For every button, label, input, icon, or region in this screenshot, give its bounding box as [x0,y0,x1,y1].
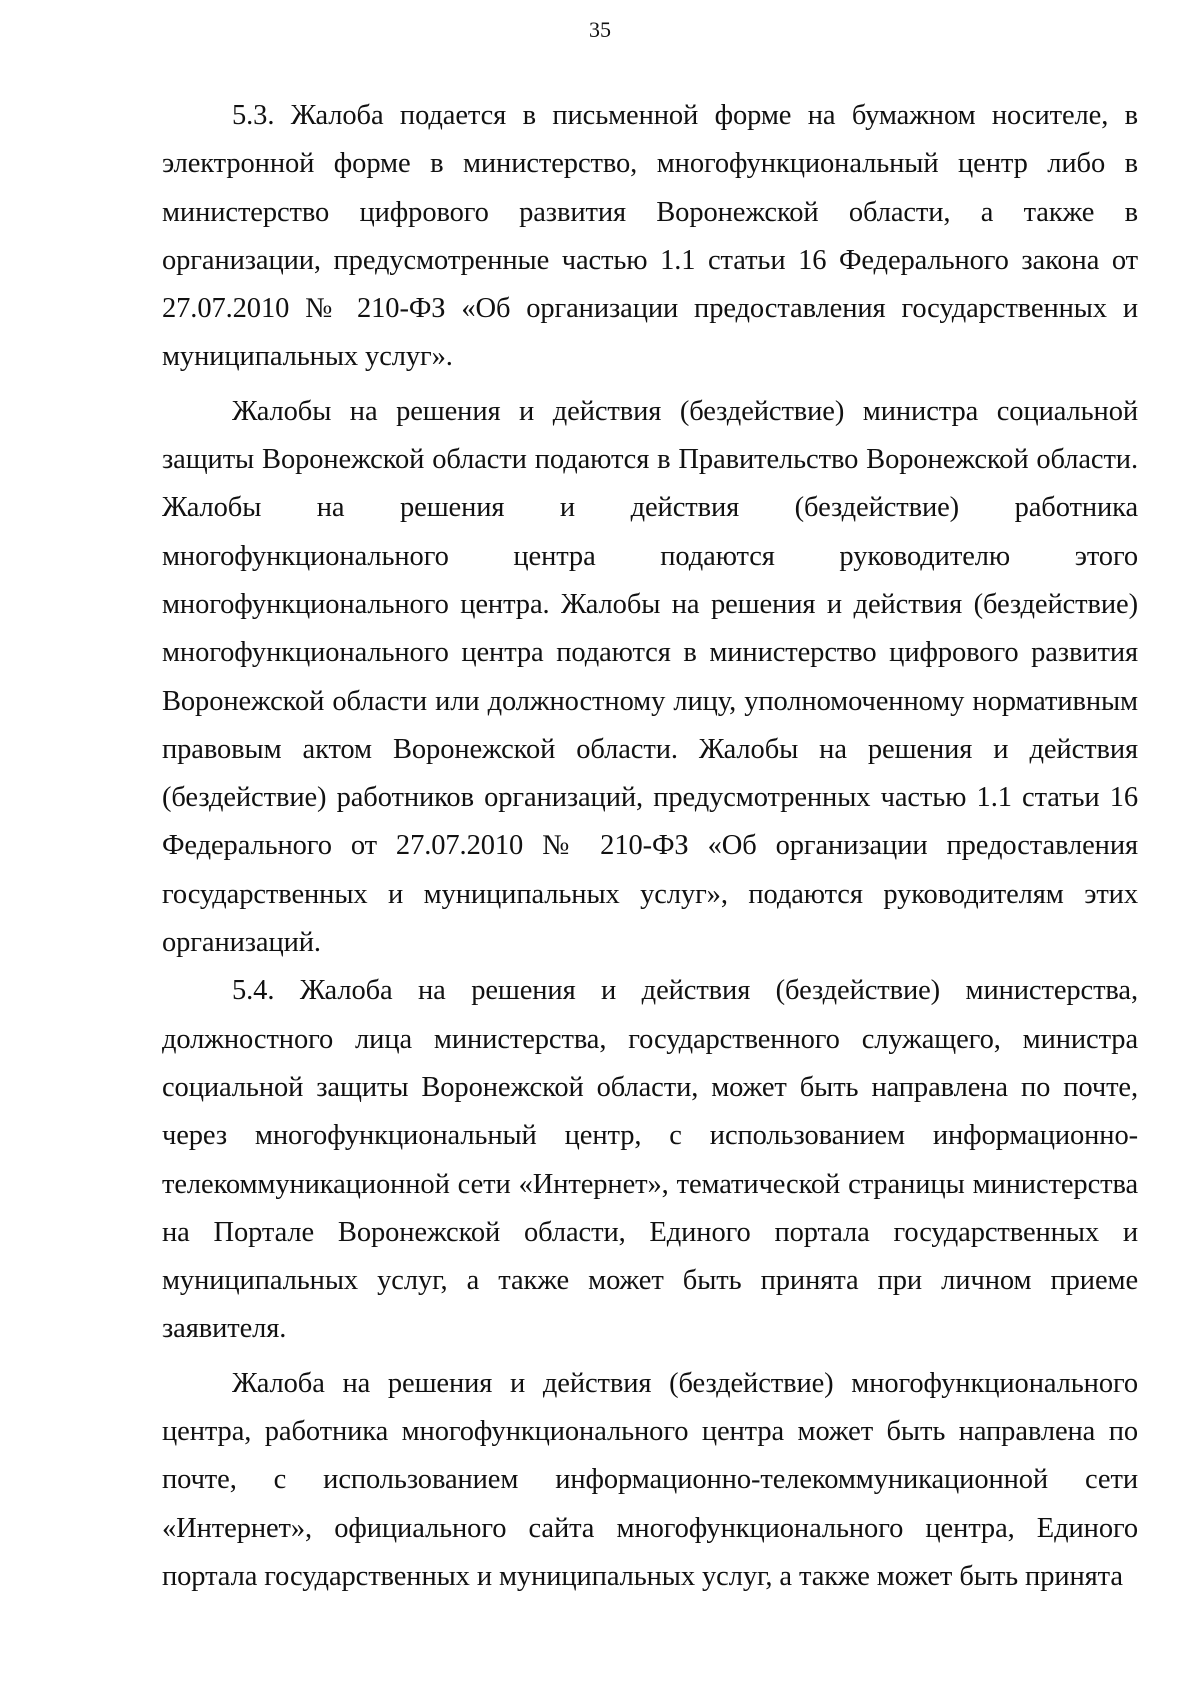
paragraph-mfc-complaint: Жалоба на решения и действия (бездействие) многофункционального центра, работника многофункционального центра может быть направлена по почте, с использованием информационно-телекоммуникационной сети «Интернет», официального сайта многофункционального центра, Единого портала государственных и муниципальных услуг, а также может быть принята [162,1367,1138,1592]
page-number: 35 [589,17,611,42]
paragraph-5-4: 5.4. Жалоба на решения и действия (бездействие) министерства, должностного лица министерства, государственного служащего, министра социальной защиты Воронежской области, может быть направлена по почте, через многофункциональный центр, с использованием информационно-телекоммуникационной сети «Интернет», тематической страницы министерства на Портале Воронежской области, Единого портала государственных и муниципальных услуг, а также может быть принята при личном приеме заявителя. [162,975,1138,1345]
paragraph-5-3: 5.3. Жалоба подается в письменной форме на бумажном носителе, в электронной форме в министерство, многофункциональный центр либо в министерство цифрового развития Воронежской области, а также в организации, предусмотренные частью 1.1 статьи 16 Федерального закона от 27.07.2010 № 210-ФЗ «Об организации предоставления государственных и муниципальных услуг». [162,100,1138,373]
paragraph-complaints-ministers: Жалобы на решения и действия (бездействие) министра социальной защиты Воронежской области подаются в Правительство Воронежской области. Жалобы на решения и действия (бездействие) работника многофункционального центра подаются руководителю этого многофункционального центра. Жалобы на решения и действия (бездействие) многофункционального центра подаются в министерство цифрового развития Воронежской области или должностному лицу, уполномоченному нормативным правовым актом Воронежской области. Жалобы на решения и действия (бездействие) работников организаций, предусмотренных частью 1.1 статьи 16 Федерального от 27.07.2010 № 210-ФЗ «Об организации предоставления государственных и муниципальных услуг», подаются руководителям этих организаций. [162,395,1138,959]
document-body [162,92,1138,1601]
